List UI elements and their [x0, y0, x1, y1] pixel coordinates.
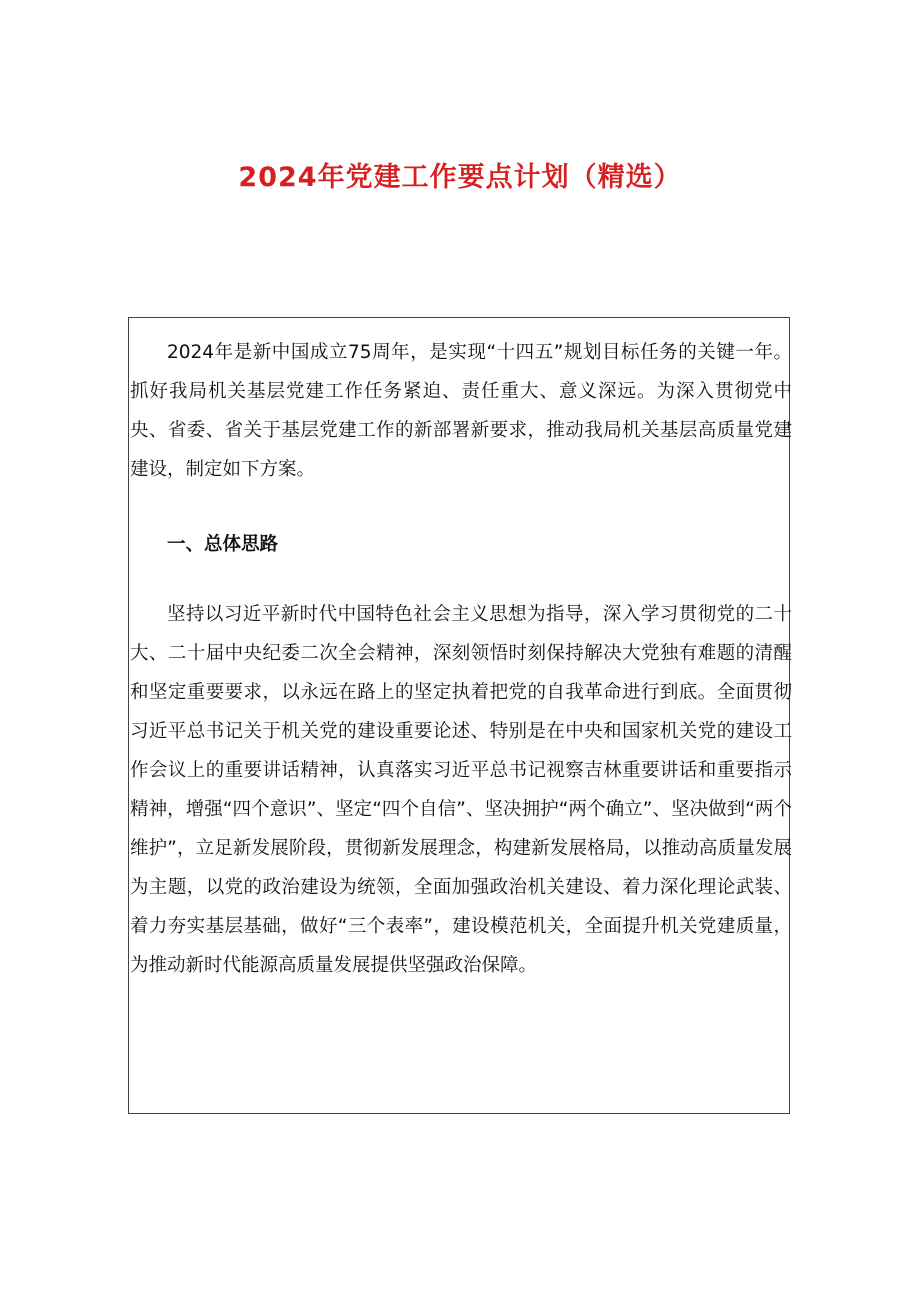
- document-title: 2024年党建工作要点计划（精选）: [238, 162, 682, 193]
- section-body-overall-approach: 坚持以习近平新时代中国特色社会主义思想为指导，深入学习贯彻党的二十大、二十届中央纪委二次全会精神，深刻领悟时刻保持解决大党独有难题的清醒和坚定重要要求，以永远在路上的坚定执着把党的自我革命进行到底。全面贯彻习近平总书记关于机关党的建设重要论述、特别是在中央和国家机关党的建设工作会议上的重要讲话精神，认真落实习近平总书记视察吉林重要讲话和重要指示精神，增强“四个意识”、坚定“四个自信”、坚决拥护“两个确立”、坚决做到“两个维护”，立足新发展阶段，贯彻新发展理念，构建新发展格局，以推动高质量发展为主题，以党的政治建设为统领，全面加强政治机关建设、着力深化理论武装、着力夯实基层基础，做好“三个表率”，建设模范机关，全面提升机关党建质量，为推动新时代能源高质量发展提供坚强政治保障。: [130, 604, 792, 976]
- intro-paragraph: 2024年是新中国成立75周年，是实现“十四五”规划目标任务的关键一年。抓好我局机关基层党建工作任务紧迫、责任重大、意义深远。为深入贯彻党中央、省委、省关于基层党建工作的新部署新要求，推动我局机关基层高质量党建建设，制定如下方案。: [130, 342, 792, 480]
- document-body: [130, 333, 792, 985]
- paragraph-spacer: [130, 564, 792, 595]
- section-heading-overall-approach: 一、总体思路: [167, 534, 279, 555]
- paragraph-spacer: [130, 489, 792, 525]
